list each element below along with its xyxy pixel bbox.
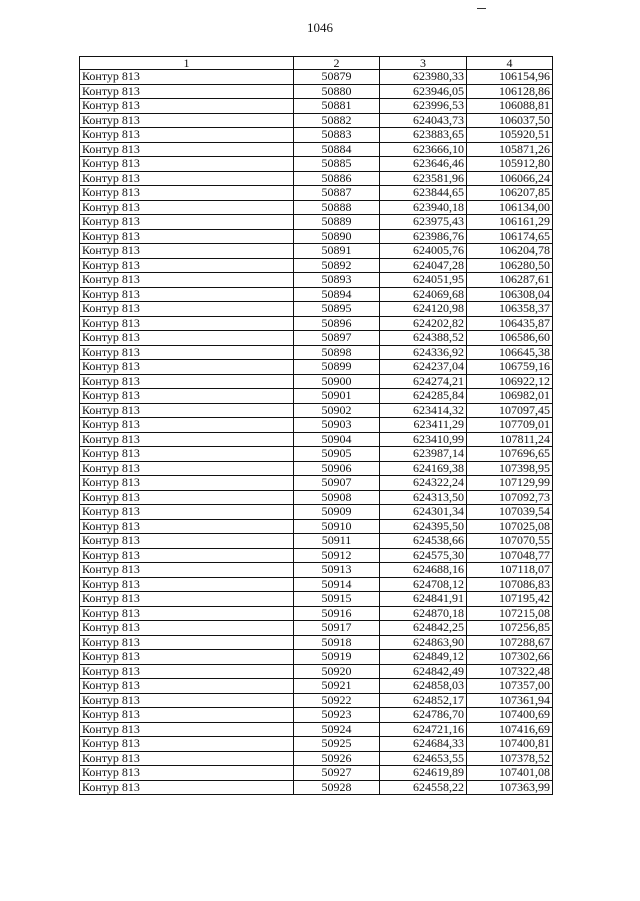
point-number-cell: 50881 bbox=[294, 99, 380, 114]
contour-name-cell: Контур 813 bbox=[80, 142, 294, 157]
table-row bbox=[80, 519, 553, 534]
point-number-cell: 50910 bbox=[294, 519, 380, 534]
table-row bbox=[80, 389, 553, 404]
point-number-cell: 50908 bbox=[294, 490, 380, 505]
contour-name-cell: Контур 813 bbox=[80, 128, 294, 143]
contour-name-cell: Контур 813 bbox=[80, 345, 294, 360]
x-coordinate-cell: 623844,65 bbox=[380, 186, 467, 201]
x-coordinate-cell: 624322,24 bbox=[380, 476, 467, 491]
x-coordinate-cell: 623946,05 bbox=[380, 84, 467, 99]
x-coordinate-cell: 624858,03 bbox=[380, 679, 467, 694]
point-number-cell: 50918 bbox=[294, 635, 380, 650]
table-row bbox=[80, 577, 553, 592]
x-coordinate-cell: 624708,12 bbox=[380, 577, 467, 592]
x-coordinate-cell: 624285,84 bbox=[380, 389, 467, 404]
y-coordinate-cell: 106759,16 bbox=[467, 360, 553, 375]
y-coordinate-cell: 105912,80 bbox=[467, 157, 553, 172]
contour-name-cell: Контур 813 bbox=[80, 316, 294, 331]
y-coordinate-cell: 106088,81 bbox=[467, 99, 553, 114]
point-number-cell: 50884 bbox=[294, 142, 380, 157]
y-coordinate-cell: 106154,96 bbox=[467, 70, 553, 85]
x-coordinate-cell: 624538,66 bbox=[380, 534, 467, 549]
contour-name-cell: Контур 813 bbox=[80, 302, 294, 317]
y-coordinate-cell: 107361,94 bbox=[467, 693, 553, 708]
y-coordinate-cell: 107039,54 bbox=[467, 505, 553, 520]
y-coordinate-cell: 106287,61 bbox=[467, 273, 553, 288]
y-coordinate-cell: 107696,65 bbox=[467, 447, 553, 462]
point-number-cell: 50917 bbox=[294, 621, 380, 636]
point-number-cell: 50926 bbox=[294, 751, 380, 766]
x-coordinate-cell: 624684,33 bbox=[380, 737, 467, 752]
x-coordinate-cell: 623980,33 bbox=[380, 70, 467, 85]
point-number-cell: 50898 bbox=[294, 345, 380, 360]
table-row bbox=[80, 650, 553, 665]
table-row bbox=[80, 461, 553, 476]
y-coordinate-cell: 107215,08 bbox=[467, 606, 553, 621]
contour-name-cell: Контур 813 bbox=[80, 287, 294, 302]
contour-name-cell: Контур 813 bbox=[80, 519, 294, 534]
y-coordinate-cell: 106280,50 bbox=[467, 258, 553, 273]
x-coordinate-cell: 624841,91 bbox=[380, 592, 467, 607]
table-row bbox=[80, 345, 553, 360]
table-row bbox=[80, 244, 553, 259]
table-row bbox=[80, 171, 553, 186]
table-row bbox=[80, 258, 553, 273]
x-coordinate-cell: 624870,18 bbox=[380, 606, 467, 621]
point-number-cell: 50920 bbox=[294, 664, 380, 679]
point-number-cell: 50890 bbox=[294, 229, 380, 244]
x-coordinate-cell: 624619,89 bbox=[380, 766, 467, 781]
table-row bbox=[80, 302, 553, 317]
x-coordinate-cell: 624043,73 bbox=[380, 113, 467, 128]
contour-name-cell: Контур 813 bbox=[80, 244, 294, 259]
table-row bbox=[80, 84, 553, 99]
x-coordinate-cell: 624120,98 bbox=[380, 302, 467, 317]
point-number-cell: 50892 bbox=[294, 258, 380, 273]
y-coordinate-cell: 107363,99 bbox=[467, 780, 553, 795]
y-coordinate-cell: 106586,60 bbox=[467, 331, 553, 346]
table-row bbox=[80, 476, 553, 491]
contour-name-cell: Контур 813 bbox=[80, 635, 294, 650]
point-number-cell: 50922 bbox=[294, 693, 380, 708]
x-coordinate-cell: 624336,92 bbox=[380, 345, 467, 360]
point-number-cell: 50899 bbox=[294, 360, 380, 375]
table-row bbox=[80, 128, 553, 143]
table-row bbox=[80, 99, 553, 114]
x-coordinate-cell: 623996,53 bbox=[380, 99, 467, 114]
y-coordinate-cell: 107401,08 bbox=[467, 766, 553, 781]
table-row bbox=[80, 635, 553, 650]
point-number-cell: 50905 bbox=[294, 447, 380, 462]
x-coordinate-cell: 624575,30 bbox=[380, 548, 467, 563]
x-coordinate-cell: 624274,21 bbox=[380, 374, 467, 389]
x-coordinate-cell: 624688,16 bbox=[380, 563, 467, 578]
point-number-cell: 50895 bbox=[294, 302, 380, 317]
table-row bbox=[80, 418, 553, 433]
x-coordinate-cell: 624237,04 bbox=[380, 360, 467, 375]
x-coordinate-cell: 623986,76 bbox=[380, 229, 467, 244]
table-row bbox=[80, 360, 553, 375]
x-coordinate-cell: 624388,52 bbox=[380, 331, 467, 346]
point-number-cell: 50897 bbox=[294, 331, 380, 346]
point-number-cell: 50900 bbox=[294, 374, 380, 389]
x-coordinate-cell: 623646,46 bbox=[380, 157, 467, 172]
x-coordinate-cell: 624395,50 bbox=[380, 519, 467, 534]
contour-name-cell: Контур 813 bbox=[80, 505, 294, 520]
point-number-cell: 50919 bbox=[294, 650, 380, 665]
table-row bbox=[80, 142, 553, 157]
contour-name-cell: Контур 813 bbox=[80, 490, 294, 505]
table-row bbox=[80, 505, 553, 520]
table-row bbox=[80, 432, 553, 447]
y-coordinate-cell: 107070,55 bbox=[467, 534, 553, 549]
x-coordinate-cell: 624842,49 bbox=[380, 664, 467, 679]
x-coordinate-cell: 624047,28 bbox=[380, 258, 467, 273]
y-coordinate-cell: 105920,51 bbox=[467, 128, 553, 143]
point-number-cell: 50907 bbox=[294, 476, 380, 491]
contour-name-cell: Контур 813 bbox=[80, 447, 294, 462]
contour-name-cell: Контур 813 bbox=[80, 389, 294, 404]
y-coordinate-cell: 107398,95 bbox=[467, 461, 553, 476]
y-coordinate-cell: 107302,66 bbox=[467, 650, 553, 665]
y-coordinate-cell: 106982,01 bbox=[467, 389, 553, 404]
contour-name-cell: Контур 813 bbox=[80, 679, 294, 694]
y-coordinate-cell: 107322,48 bbox=[467, 664, 553, 679]
contour-name-cell: Контур 813 bbox=[80, 737, 294, 752]
contour-name-cell: Контур 813 bbox=[80, 461, 294, 476]
x-coordinate-cell: 624721,16 bbox=[380, 722, 467, 737]
contour-name-cell: Контур 813 bbox=[80, 577, 294, 592]
x-coordinate-cell: 624202,82 bbox=[380, 316, 467, 331]
x-coordinate-cell: 623940,18 bbox=[380, 200, 467, 215]
x-coordinate-cell: 623410,99 bbox=[380, 432, 467, 447]
y-coordinate-cell: 106358,37 bbox=[467, 302, 553, 317]
table-row bbox=[80, 331, 553, 346]
table-row bbox=[80, 592, 553, 607]
x-coordinate-cell: 624558,22 bbox=[380, 780, 467, 795]
x-coordinate-cell: 624313,50 bbox=[380, 490, 467, 505]
y-coordinate-cell: 106161,29 bbox=[467, 215, 553, 230]
y-coordinate-cell: 107378,52 bbox=[467, 751, 553, 766]
x-coordinate-cell: 624169,38 bbox=[380, 461, 467, 476]
y-coordinate-cell: 107048,77 bbox=[467, 548, 553, 563]
point-number-cell: 50924 bbox=[294, 722, 380, 737]
contour-name-cell: Контур 813 bbox=[80, 374, 294, 389]
point-number-cell: 50903 bbox=[294, 418, 380, 433]
y-coordinate-cell: 107092,73 bbox=[467, 490, 553, 505]
contour-name-cell: Контур 813 bbox=[80, 592, 294, 607]
column-header-2: 2 bbox=[294, 57, 380, 70]
point-number-cell: 50913 bbox=[294, 563, 380, 578]
point-number-cell: 50911 bbox=[294, 534, 380, 549]
contour-name-cell: Контур 813 bbox=[80, 606, 294, 621]
point-number-cell: 50901 bbox=[294, 389, 380, 404]
y-coordinate-cell: 107025,08 bbox=[467, 519, 553, 534]
table-body bbox=[80, 70, 553, 795]
x-coordinate-cell: 624786,70 bbox=[380, 708, 467, 723]
point-number-cell: 50886 bbox=[294, 171, 380, 186]
x-coordinate-cell: 623581,96 bbox=[380, 171, 467, 186]
contour-name-cell: Контур 813 bbox=[80, 751, 294, 766]
contour-name-cell: Контур 813 bbox=[80, 331, 294, 346]
y-coordinate-cell: 106308,04 bbox=[467, 287, 553, 302]
point-number-cell: 50914 bbox=[294, 577, 380, 592]
table-row bbox=[80, 679, 553, 694]
table-row bbox=[80, 548, 553, 563]
table-row bbox=[80, 693, 553, 708]
y-coordinate-cell: 107288,67 bbox=[467, 635, 553, 650]
y-coordinate-cell: 107118,07 bbox=[467, 563, 553, 578]
contour-name-cell: Контур 813 bbox=[80, 432, 294, 447]
table-row bbox=[80, 447, 553, 462]
table-row bbox=[80, 229, 553, 244]
contour-name-cell: Контур 813 bbox=[80, 258, 294, 273]
point-number-cell: 50894 bbox=[294, 287, 380, 302]
table-row bbox=[80, 621, 553, 636]
y-coordinate-cell: 105871,26 bbox=[467, 142, 553, 157]
point-number-cell: 50885 bbox=[294, 157, 380, 172]
point-number-cell: 50887 bbox=[294, 186, 380, 201]
top-margin-mark bbox=[477, 8, 486, 9]
table-row bbox=[80, 70, 553, 85]
contour-name-cell: Контур 813 bbox=[80, 548, 294, 563]
column-header-1: 1 bbox=[80, 57, 294, 70]
point-number-cell: 50880 bbox=[294, 84, 380, 99]
point-number-cell: 50904 bbox=[294, 432, 380, 447]
point-number-cell: 50891 bbox=[294, 244, 380, 259]
y-coordinate-cell: 106204,78 bbox=[467, 244, 553, 259]
contour-name-cell: Контур 813 bbox=[80, 664, 294, 679]
contour-name-cell: Контур 813 bbox=[80, 476, 294, 491]
point-number-cell: 50893 bbox=[294, 273, 380, 288]
column-header-3: 3 bbox=[380, 57, 467, 70]
point-number-cell: 50906 bbox=[294, 461, 380, 476]
point-number-cell: 50882 bbox=[294, 113, 380, 128]
y-coordinate-cell: 106066,24 bbox=[467, 171, 553, 186]
point-number-cell: 50902 bbox=[294, 403, 380, 418]
table-row bbox=[80, 186, 553, 201]
contour-name-cell: Контур 813 bbox=[80, 708, 294, 723]
table-row bbox=[80, 113, 553, 128]
y-coordinate-cell: 106435,87 bbox=[467, 316, 553, 331]
y-coordinate-cell: 106922,12 bbox=[467, 374, 553, 389]
table-row bbox=[80, 200, 553, 215]
y-coordinate-cell: 107086,83 bbox=[467, 577, 553, 592]
contour-name-cell: Контур 813 bbox=[80, 229, 294, 244]
x-coordinate-cell: 623975,43 bbox=[380, 215, 467, 230]
point-number-cell: 50927 bbox=[294, 766, 380, 781]
x-coordinate-cell: 624653,55 bbox=[380, 751, 467, 766]
x-coordinate-cell: 624842,25 bbox=[380, 621, 467, 636]
x-coordinate-cell: 623883,65 bbox=[380, 128, 467, 143]
x-coordinate-cell: 624852,17 bbox=[380, 693, 467, 708]
x-coordinate-cell: 624301,34 bbox=[380, 505, 467, 520]
contour-name-cell: Контур 813 bbox=[80, 766, 294, 781]
y-coordinate-cell: 106128,86 bbox=[467, 84, 553, 99]
contour-name-cell: Контур 813 bbox=[80, 273, 294, 288]
y-coordinate-cell: 107195,42 bbox=[467, 592, 553, 607]
table-row bbox=[80, 273, 553, 288]
contour-name-cell: Контур 813 bbox=[80, 534, 294, 549]
table-row bbox=[80, 766, 553, 781]
y-coordinate-cell: 107811,24 bbox=[467, 432, 553, 447]
x-coordinate-cell: 624849,12 bbox=[380, 650, 467, 665]
contour-name-cell: Контур 813 bbox=[80, 693, 294, 708]
table-row bbox=[80, 751, 553, 766]
contour-name-cell: Контур 813 bbox=[80, 113, 294, 128]
x-coordinate-cell: 624005,76 bbox=[380, 244, 467, 259]
y-coordinate-cell: 106174,65 bbox=[467, 229, 553, 244]
y-coordinate-cell: 107357,00 bbox=[467, 679, 553, 694]
table-row bbox=[80, 664, 553, 679]
y-coordinate-cell: 106037,50 bbox=[467, 113, 553, 128]
table-row bbox=[80, 403, 553, 418]
point-number-cell: 50889 bbox=[294, 215, 380, 230]
point-number-cell: 50928 bbox=[294, 780, 380, 795]
point-number-cell: 50879 bbox=[294, 70, 380, 85]
table-row bbox=[80, 563, 553, 578]
y-coordinate-cell: 107129,99 bbox=[467, 476, 553, 491]
contour-name-cell: Контур 813 bbox=[80, 215, 294, 230]
contour-name-cell: Контур 813 bbox=[80, 650, 294, 665]
point-number-cell: 50888 bbox=[294, 200, 380, 215]
point-number-cell: 50925 bbox=[294, 737, 380, 752]
y-coordinate-cell: 107400,69 bbox=[467, 708, 553, 723]
y-coordinate-cell: 106645,38 bbox=[467, 345, 553, 360]
y-coordinate-cell: 107256,85 bbox=[467, 621, 553, 636]
contour-name-cell: Контур 813 bbox=[80, 186, 294, 201]
x-coordinate-cell: 624051,95 bbox=[380, 273, 467, 288]
table-row bbox=[80, 708, 553, 723]
point-number-cell: 50896 bbox=[294, 316, 380, 331]
page-number: 1046 bbox=[307, 20, 333, 35]
point-number-cell: 50909 bbox=[294, 505, 380, 520]
coordinates-table bbox=[79, 56, 553, 795]
y-coordinate-cell: 107400,81 bbox=[467, 737, 553, 752]
table-row bbox=[80, 490, 553, 505]
table-row bbox=[80, 534, 553, 549]
contour-name-cell: Контур 813 bbox=[80, 157, 294, 172]
x-coordinate-cell: 623414,32 bbox=[380, 403, 467, 418]
x-coordinate-cell: 623666,10 bbox=[380, 142, 467, 157]
contour-name-cell: Контур 813 bbox=[80, 722, 294, 737]
table-row bbox=[80, 606, 553, 621]
table-row bbox=[80, 316, 553, 331]
point-number-cell: 50915 bbox=[294, 592, 380, 607]
contour-name-cell: Контур 813 bbox=[80, 84, 294, 99]
contour-name-cell: Контур 813 bbox=[80, 200, 294, 215]
x-coordinate-cell: 623987,14 bbox=[380, 447, 467, 462]
point-number-cell: 50921 bbox=[294, 679, 380, 694]
point-number-cell: 50916 bbox=[294, 606, 380, 621]
y-coordinate-cell: 107416,69 bbox=[467, 722, 553, 737]
table-header-row bbox=[80, 57, 553, 70]
column-header-4: 4 bbox=[467, 57, 553, 70]
y-coordinate-cell: 107097,45 bbox=[467, 403, 553, 418]
contour-name-cell: Контур 813 bbox=[80, 360, 294, 375]
contour-name-cell: Контур 813 bbox=[80, 70, 294, 85]
x-coordinate-cell: 624069,68 bbox=[380, 287, 467, 302]
contour-name-cell: Контур 813 bbox=[80, 171, 294, 186]
contour-name-cell: Контур 813 bbox=[80, 403, 294, 418]
table-row bbox=[80, 780, 553, 795]
table-row bbox=[80, 374, 553, 389]
y-coordinate-cell: 106207,85 bbox=[467, 186, 553, 201]
table-row bbox=[80, 157, 553, 172]
table-row bbox=[80, 215, 553, 230]
x-coordinate-cell: 623411,29 bbox=[380, 418, 467, 433]
point-number-cell: 50883 bbox=[294, 128, 380, 143]
contour-name-cell: Контур 813 bbox=[80, 621, 294, 636]
contour-name-cell: Контур 813 bbox=[80, 99, 294, 114]
point-number-cell: 50912 bbox=[294, 548, 380, 563]
table-row bbox=[80, 287, 553, 302]
x-coordinate-cell: 624863,90 bbox=[380, 635, 467, 650]
contour-name-cell: Контур 813 bbox=[80, 418, 294, 433]
y-coordinate-cell: 106134,00 bbox=[467, 200, 553, 215]
y-coordinate-cell: 107709,01 bbox=[467, 418, 553, 433]
contour-name-cell: Контур 813 bbox=[80, 780, 294, 795]
table-row bbox=[80, 737, 553, 752]
table-row bbox=[80, 722, 553, 737]
contour-name-cell: Контур 813 bbox=[80, 563, 294, 578]
point-number-cell: 50923 bbox=[294, 708, 380, 723]
